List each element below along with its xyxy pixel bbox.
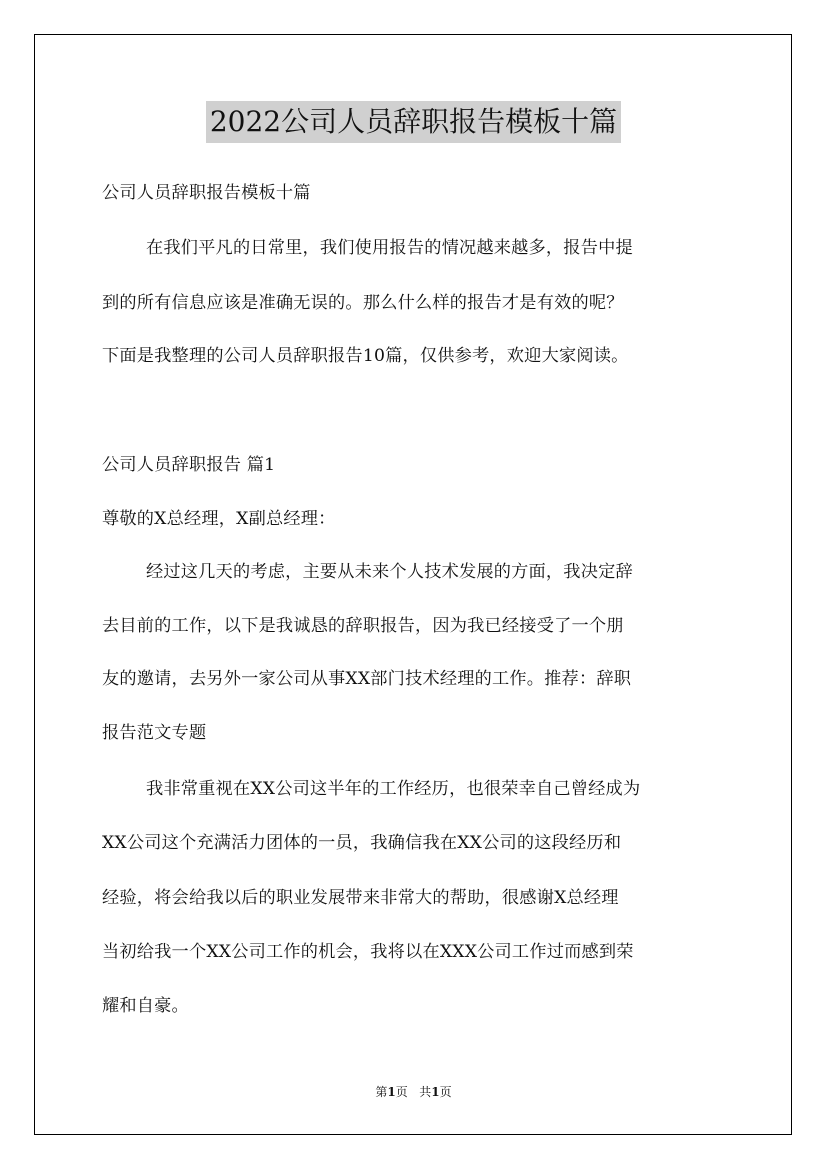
paragraph-line: 报告范文专题 xyxy=(102,723,207,743)
paragraph-line: 友的邀请，去另外一家公司从事XX部门技术经理的工作。推荐：辞职 xyxy=(102,669,632,689)
subtitle-line: 公司人员辞职报告模板十篇 xyxy=(102,183,311,203)
section-heading: 公司人员辞职报告 篇1 xyxy=(102,455,276,475)
paragraph-line: 到的所有信息应该是准确无误的。那么什么样的报告才是有效的呢？ xyxy=(102,293,624,313)
footer-page-prefix: 第 xyxy=(375,1085,388,1099)
paragraph-line: 耀和自豪。 xyxy=(102,996,189,1016)
paragraph-line: 经验，将会给我以后的职业发展带来非常大的帮助，很感谢X总经理 xyxy=(102,888,619,908)
paragraph-line: 经过这几天的考虑，主要从未来个人技术发展的方面，我决定辞 xyxy=(146,562,633,582)
paragraph-line: 去目前的工作，以下是我诚恳的辞职报告，因为我已经接受了一个朋 xyxy=(102,616,624,636)
page-footer xyxy=(0,1083,827,1100)
paragraph-line: XX公司这个充满活力团体的一员，我确信我在XX公司的这段经历和 xyxy=(102,833,622,853)
footer-total-number: 1 xyxy=(431,1085,440,1099)
footer-page-suffix: 页 xyxy=(395,1085,408,1099)
paragraph-line: 我非常重视在XX公司这半年的工作经历，也很荣幸自己曾经成为 xyxy=(146,779,641,799)
title-container xyxy=(0,101,827,143)
footer-total-suffix: 页 xyxy=(439,1085,452,1099)
footer-page-number: 1 xyxy=(387,1085,396,1099)
paragraph-line: 下面是我整理的公司人员辞职报告10篇，仅供参考，欢迎大家阅读。 xyxy=(102,346,629,366)
document-title: 2022公司人员辞职报告模板十篇 xyxy=(206,101,621,143)
salutation-line: 尊敬的X总经理，X副总经理： xyxy=(102,509,336,529)
paragraph-line: 在我们平凡的日常里，我们使用报告的情况越来越多，报告中提 xyxy=(146,238,633,258)
paragraph-line: 当初给我一个XX公司工作的机会，我将以在XXX公司工作过而感到荣 xyxy=(102,942,634,962)
footer-total-prefix: 共 xyxy=(419,1085,432,1099)
